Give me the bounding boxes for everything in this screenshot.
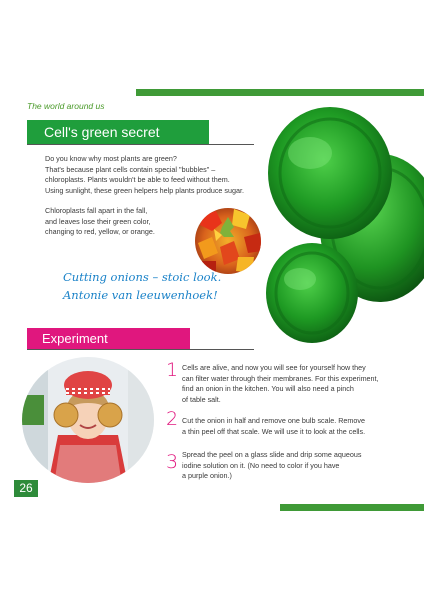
step-line: of table salt. [182,394,221,404]
chloroplast-cells-illustration [256,103,424,343]
intro-line: Using sunlight, these green helpers help plants produce sugar. [45,185,244,195]
intro-line: That's because plant cells contain special "bubbles" – [45,164,216,174]
autumn-line: changing to red, yellow, or orange. [45,227,155,237]
top-green-bar [136,89,424,96]
autumn-leaves-image [194,207,262,275]
quote-line: Cutting onions – stoic look. [63,270,222,284]
title-underline [27,144,254,145]
step-number-1: 1 [166,359,179,381]
step-line: a purple onion.) [182,471,232,481]
intro-paragraph [45,154,244,196]
step-3-text [182,450,361,482]
intro-line: Do you know why most plants are green? [45,154,177,163]
step-line: a thin peel off that scale. We will use it to look at the cells. [182,426,366,436]
experiment-title: Experiment [42,331,108,346]
step-line: find an onion in the kitchen. You will also need a pinch [182,384,354,394]
quote-line: Antonie van leeuwenhoek! [63,288,218,302]
step-line: Spread the peel on a glass slide and drip some aqueous [182,450,362,459]
autumn-paragraph [45,206,155,238]
step-line: Cut the onion in half and remove one bulb scale. Remove [182,416,365,425]
step-2-text [182,416,365,437]
step-number-2: 2 [166,408,179,430]
step-number-3: 3 [166,451,179,473]
intro-line: chloroplasts. Plants wouldn't be able to feed without them. [45,175,230,185]
step-line: iodine solution on it. (No need to color if you have [182,460,340,470]
autumn-line: and leaves lose their green color, [45,216,151,226]
step-1-text [182,363,379,405]
bottom-green-bar [280,504,424,511]
handwritten-quote [63,268,221,304]
step-line: Cells are alive, and now you will see for yourself how they [182,363,366,372]
page-number: 26 [19,481,33,495]
section-tag: The world around us [27,101,105,111]
girl-with-onions-photo [18,355,158,485]
step-line: can filter water through their membranes. For this experiment, [182,373,379,383]
page-title: Cell's green secret [44,124,160,140]
experiment-underline [27,349,254,350]
autumn-line: Chloroplasts fall apart in the fall, [45,206,148,215]
